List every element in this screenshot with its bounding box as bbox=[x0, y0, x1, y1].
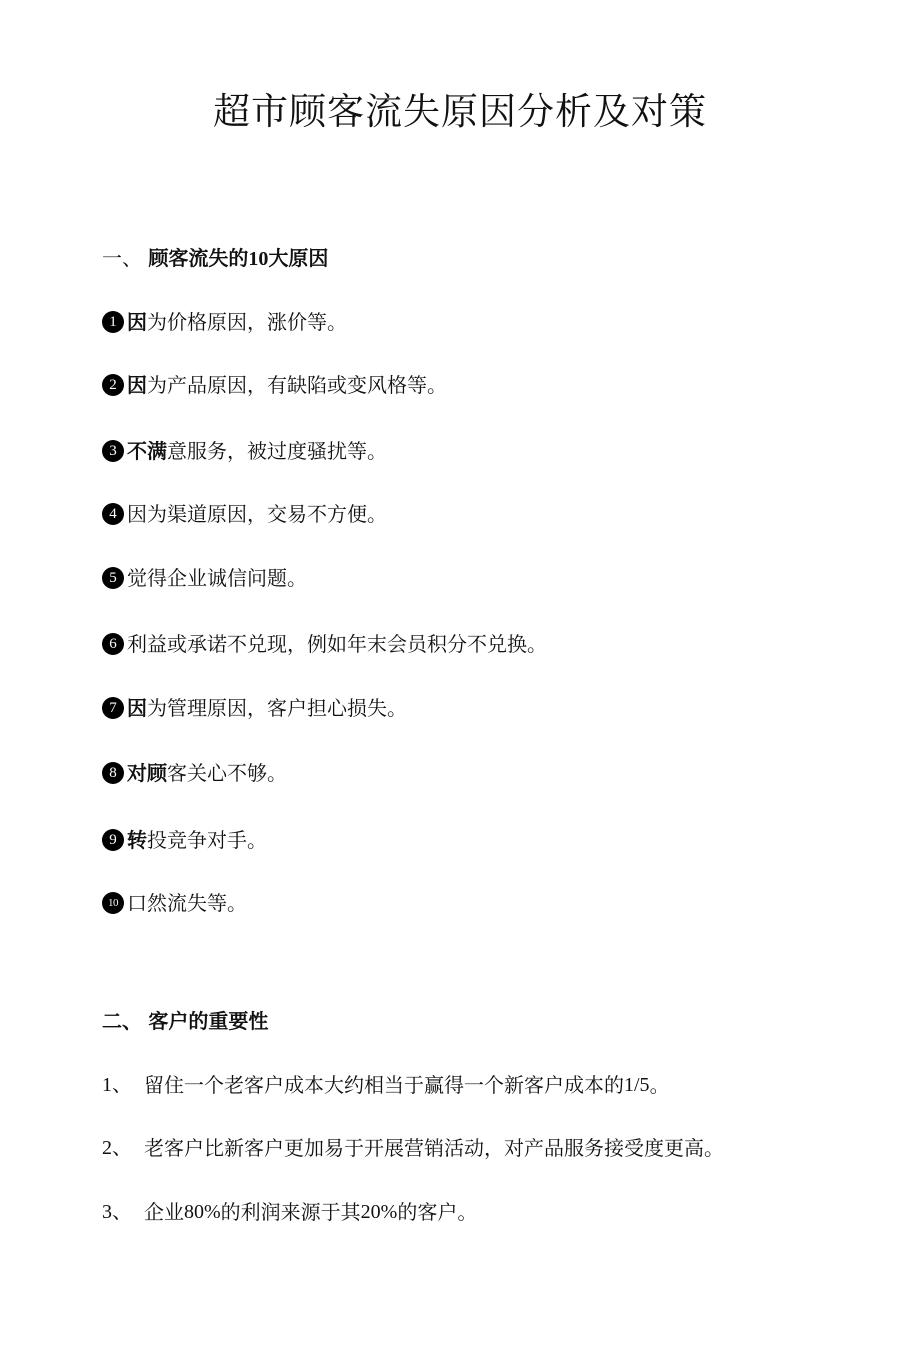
item-lead: 对顾 bbox=[127, 761, 167, 785]
item-text: 客关心不够。 bbox=[167, 761, 287, 785]
section-prefix: 一、 bbox=[102, 246, 142, 270]
section-prefix: 二、 bbox=[102, 1009, 142, 1033]
item-number: 2、 bbox=[102, 1137, 132, 1159]
list-item bbox=[102, 758, 287, 788]
item-text: 意服务，被过度骚扰等。 bbox=[167, 439, 387, 463]
list-item bbox=[102, 629, 547, 659]
item-text: 留住一个老客户成本大约相当于赢得一个新客户成本的 bbox=[144, 1073, 624, 1097]
item-text: 口然流失等。 bbox=[127, 891, 247, 915]
number-badge: 10 bbox=[102, 892, 124, 914]
list-item bbox=[102, 888, 247, 918]
item-number: 1、 bbox=[102, 1074, 132, 1096]
list-item bbox=[102, 436, 387, 466]
section-heading-reasons bbox=[102, 243, 328, 274]
item-text: 为价格原因，涨价等。 bbox=[147, 310, 347, 334]
item-text: 因为渠道原因，交易不方便。 bbox=[127, 502, 387, 526]
list-item bbox=[102, 499, 387, 529]
number-badge: 3 bbox=[102, 440, 124, 462]
list-item bbox=[102, 563, 307, 593]
item-text-number: 1/5 bbox=[624, 1074, 650, 1096]
section-title-part-b: 大原因 bbox=[268, 246, 329, 270]
item-text-end: 的客户。 bbox=[397, 1200, 478, 1224]
number-badge: 1 bbox=[102, 311, 124, 333]
item-lead: 因 bbox=[127, 310, 147, 334]
numbered-item bbox=[102, 1070, 670, 1100]
list-item bbox=[102, 370, 447, 400]
item-text: 企业 bbox=[144, 1200, 184, 1224]
number-badge: 8 bbox=[102, 762, 124, 784]
section-title-number: 10 bbox=[248, 248, 269, 270]
item-number: 3、 bbox=[102, 1201, 132, 1223]
list-item bbox=[102, 825, 267, 855]
list-item bbox=[102, 693, 407, 723]
item-text-end: 。 bbox=[649, 1073, 670, 1097]
item-text-middle: 的利润来源于其 bbox=[220, 1200, 361, 1224]
number-badge: 2 bbox=[102, 374, 124, 396]
item-lead: 因 bbox=[127, 373, 147, 397]
section-title: 客户的重要性 bbox=[148, 1009, 269, 1033]
list-item bbox=[102, 307, 347, 337]
item-lead: 因 bbox=[127, 696, 147, 720]
numbered-item bbox=[102, 1133, 724, 1163]
section-heading-importance bbox=[102, 1006, 268, 1036]
numbered-item bbox=[102, 1197, 477, 1227]
section-title-part-a: 顾客流失的 bbox=[148, 246, 249, 270]
item-text: 为管理原因，客户担心损失。 bbox=[147, 696, 407, 720]
item-text: 为产品原因，有缺陷或变风格等。 bbox=[147, 373, 447, 397]
item-text: 觉得企业诚信问题。 bbox=[127, 566, 307, 590]
item-text: 利益或承诺不兑现，例如年末会员积分不兑换。 bbox=[127, 632, 547, 656]
number-badge: 7 bbox=[102, 697, 124, 719]
item-text: 投竞争对手。 bbox=[147, 828, 267, 852]
item-lead: 不满 bbox=[127, 439, 167, 463]
item-lead: 转 bbox=[127, 828, 147, 852]
number-badge: 5 bbox=[102, 567, 124, 589]
item-text-number: 80% bbox=[184, 1201, 221, 1223]
number-badge: 6 bbox=[102, 633, 124, 655]
number-badge: 9 bbox=[102, 829, 124, 851]
document-title: 超市顾客流失原因分析及对策 bbox=[213, 90, 707, 133]
number-badge: 4 bbox=[102, 503, 124, 525]
item-text-number: 20% bbox=[360, 1201, 398, 1223]
item-text: 老客户比新客户更加易于开展营销活动，对产品服务接受度更高。 bbox=[144, 1136, 724, 1160]
